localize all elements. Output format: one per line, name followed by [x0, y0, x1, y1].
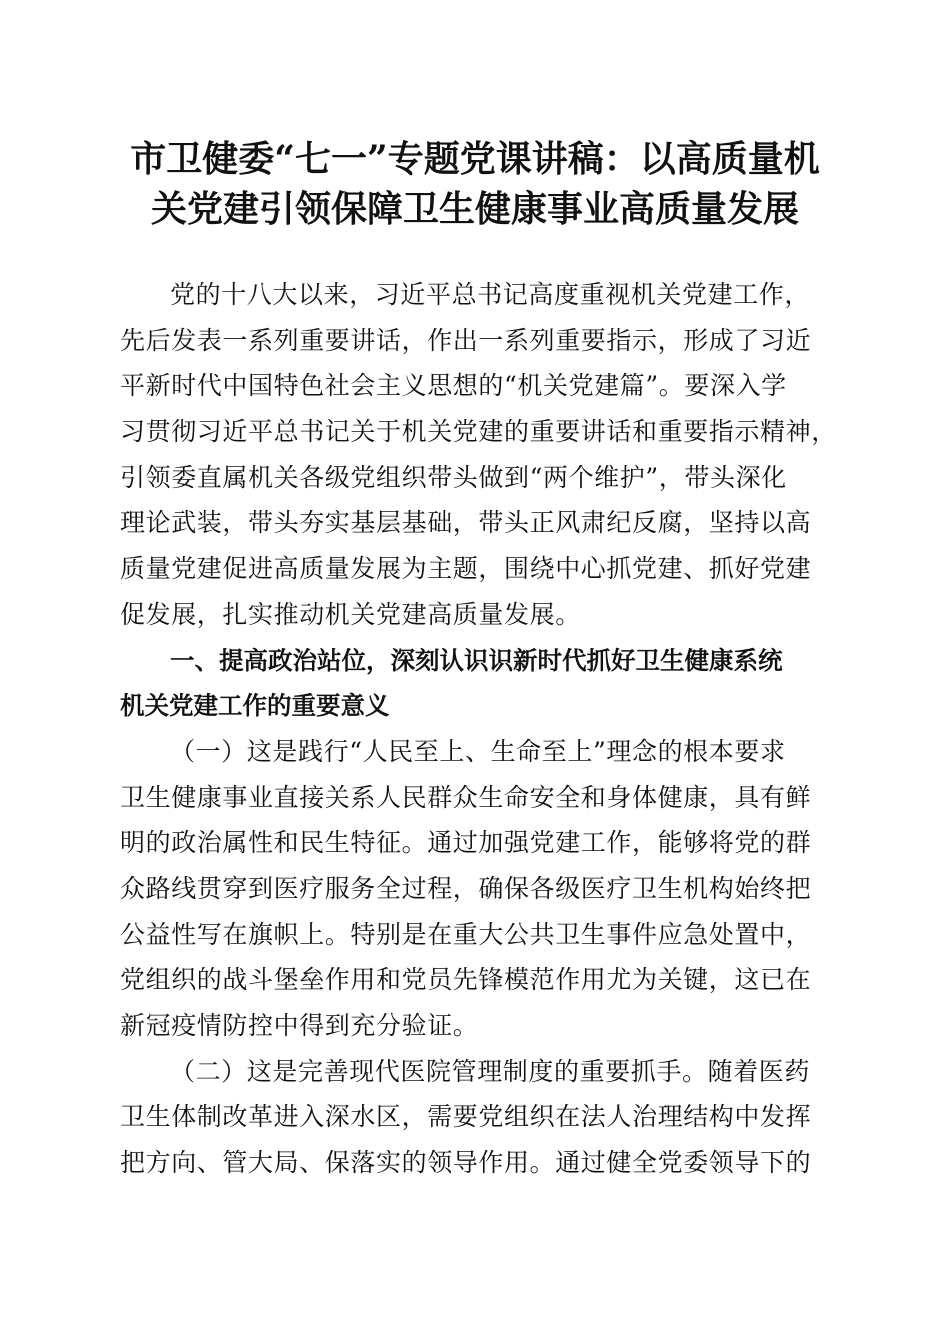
text-line: 卫生体制改革进入深水区，需要党组织在法人治理结构中发挥 — [120, 1102, 812, 1132]
text-line: 党组织的战斗堡垒作用和党员先锋模范作用尤为关键，这已在 — [120, 965, 812, 995]
text-line: 明的政治属性和民生特征。通过加强党建工作，能够将党的群 — [120, 828, 812, 858]
heading-line: 机关党建工作的重要意义 — [120, 691, 390, 721]
subsection-paragraph-1 — [120, 729, 836, 1049]
document-body — [120, 272, 836, 1186]
heading-line: 一、提高政治站位，深刻认识识新时代抓好卫生健康系统 — [170, 645, 783, 675]
text-line: （一）这是践行“人民至上、生命至上”理念的根本要求 — [170, 736, 786, 766]
text-line: 质量党建促进高质量发展为主题，围绕中心抓党建、抓好党建 — [120, 554, 812, 584]
text-line: 公益性写在旗帜上。特别是在重大公共卫生事件应急处置中， — [120, 919, 812, 949]
text-line: 党的十八大以来，习近平总书记高度重视机关党建工作， — [170, 280, 811, 309]
text-line: 众路线贯穿到医疗服务全过程，确保各级医疗卫生机构始终把 — [120, 873, 812, 903]
title-line: 关党建引领保障卫生健康事业高质量发展 — [150, 188, 799, 230]
text-line: 习贯彻习近平总书记关于机关党建的重要讲话和重要指示精神， — [120, 417, 837, 447]
intro-paragraph — [120, 272, 836, 638]
text-line: 先后发表一系列重要讲话，作出一系列重要指示，形成了习近 — [120, 325, 812, 355]
section-heading — [120, 638, 836, 729]
text-line: 平新时代中国特色社会主义思想的“机关党建篇”。要深入学 — [120, 371, 787, 401]
text-line: （二）这是完善现代医院管理制度的重要抓手。随着医药 — [170, 1056, 811, 1086]
text-line: 新冠疫情防控中得到充分验证。 — [120, 1011, 479, 1040]
document-title — [100, 134, 850, 234]
title-line: 市卫健委“七一”专题党课讲稿：以高质量机 — [130, 138, 820, 180]
text-line: 理论武装，带头夯实基层基础，带头正风肃纪反腐，坚持以高 — [120, 508, 812, 538]
text-line: 引领委直属机关各级党组织带头做到“两个维护”，带头深化 — [120, 462, 787, 492]
text-line: 卫生健康事业直接关系人民群众生命安全和身体健康，具有鲜 — [120, 782, 812, 812]
text-line: 促发展，扎实推动机关党建高质量发展。 — [120, 599, 581, 629]
subsection-paragraph-2 — [120, 1049, 836, 1186]
text-line: 把方向、管大局、保落实的领导作用。通过健全党委领导下的 — [120, 1148, 812, 1178]
